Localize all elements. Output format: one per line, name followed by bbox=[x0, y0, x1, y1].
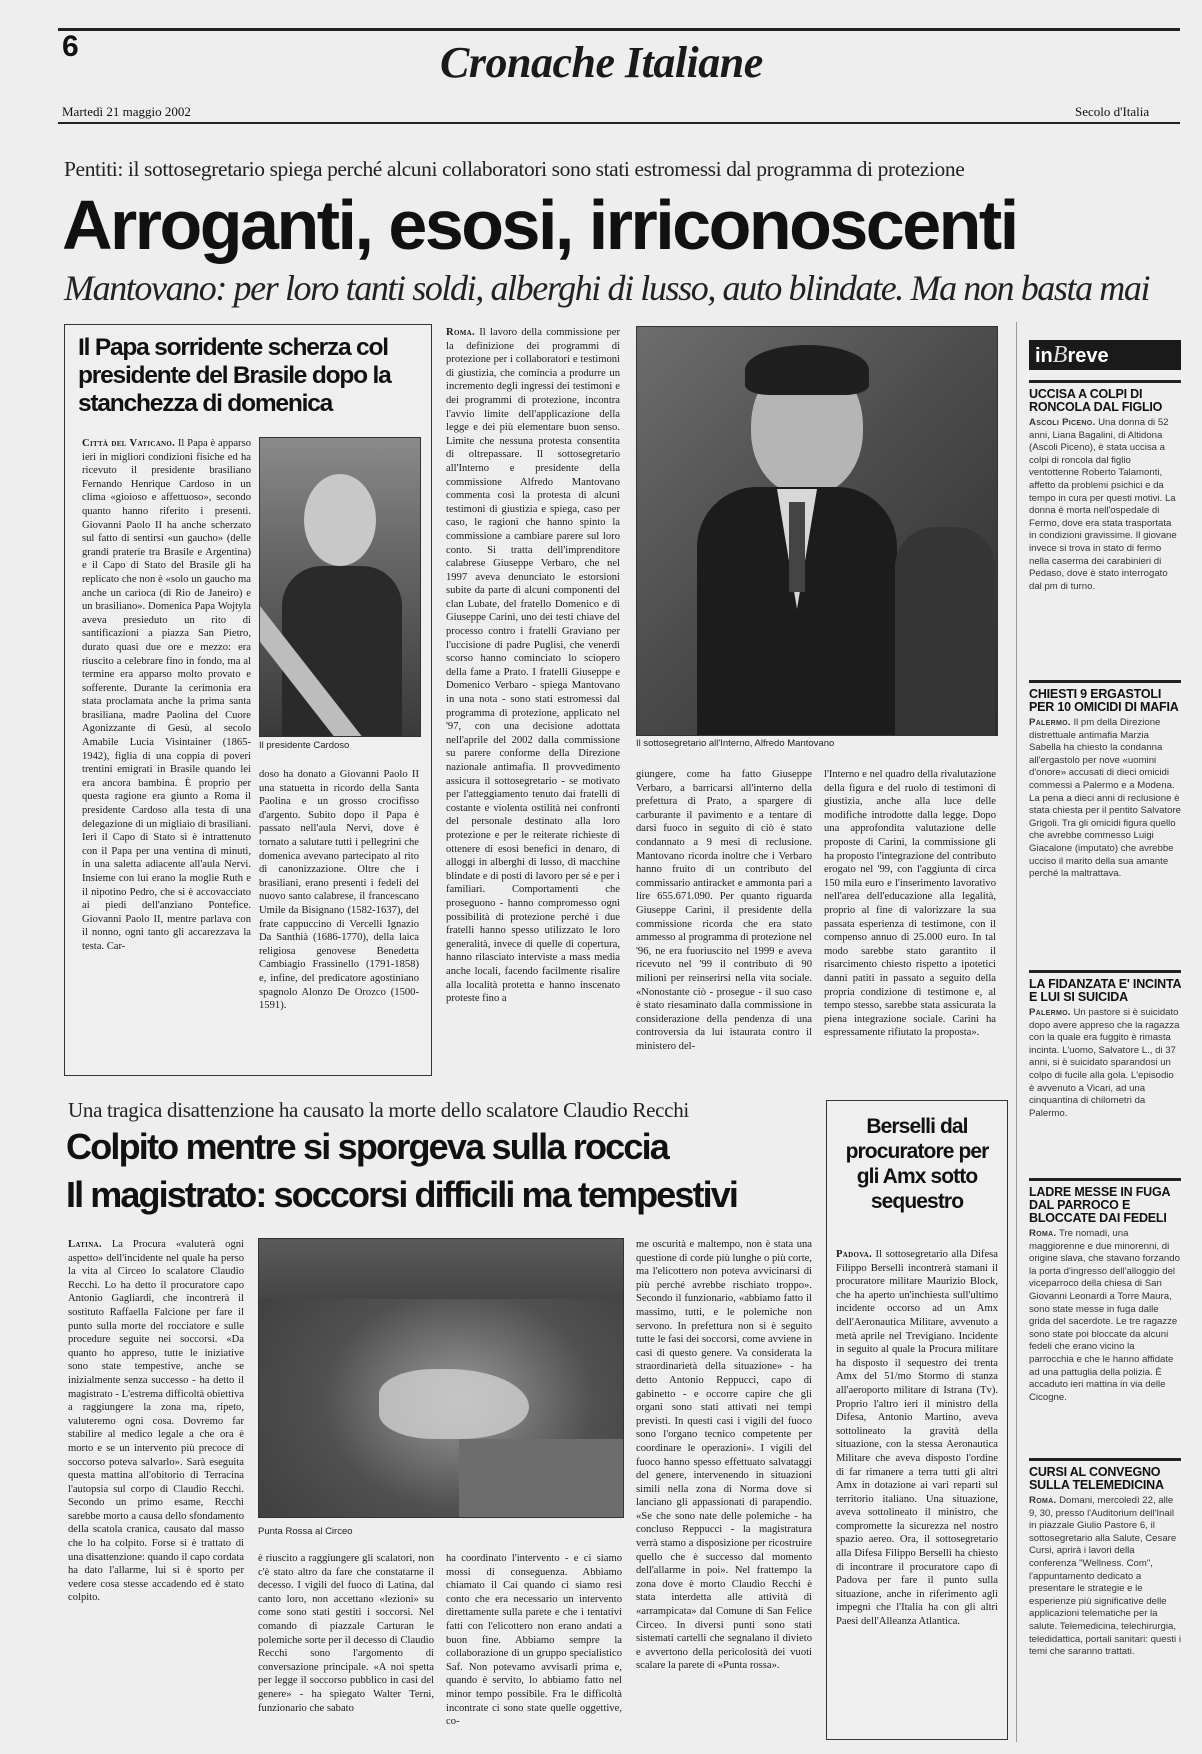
main-text-2: giungere, come ha fatto Giuseppe Verbaro, a barricarsi all'interno della prefettura di Prato, a spargere di carburante il pavimento e a tentare di darsi fuoco in seguito di ciò è stato condannato a 9 mesi di reclusione. Mantovano ricorda inoltre che i Verbaro hanno fruito di un contributo del commissario antiracket e ammonta pari a lire 655.671.090. Per quanto riguarda Giuseppe Carini, il presidente della commissione ricorda che era stato ammesso al programma di protezione nel '96, ne era fuoriuscito nel 1999 e aveva ricevuto nel '99 il contributo di 90 milioni per reinserirsi nella vita sociale. «Nonostante ciò - prosegue - il suo caso è stato riesaminato dalla commissione in considerazione della pendenza di una controversia da lui istaurata contro il ministero del- bbox=[636, 769, 812, 1052]
mantovano-photo bbox=[636, 326, 998, 736]
main-column-1 bbox=[446, 326, 620, 1054]
brief-headline: LA FIDANZATA E' INCINTA E LUI SI SUICIDA bbox=[1029, 978, 1181, 1004]
in-breve-in: in bbox=[1035, 345, 1053, 367]
main-dateline: Roma. bbox=[446, 327, 475, 338]
cliff-rocks bbox=[379, 1369, 529, 1439]
cliff-vegetation bbox=[259, 1239, 623, 1299]
recchi-dateline: Latina. bbox=[68, 1239, 102, 1250]
main-kicker: Pentiti: il sottosegretario spiega perché alcuni collaboratori sono stati estromessi dal programma di protezione bbox=[64, 157, 965, 181]
brief-separator-1 bbox=[1029, 380, 1181, 383]
page-number: 6 bbox=[62, 30, 79, 63]
cardoso-face bbox=[304, 474, 376, 566]
section-title: Cronache Italiane bbox=[440, 38, 763, 87]
brief-separator-2 bbox=[1029, 680, 1181, 683]
brief-headline: UCCISA A COLPI DI RONCOLA DAL FIGLIO bbox=[1029, 388, 1163, 414]
papa-headline: Il Papa sorridente scherza col presidente del Brasile dopo la stanchezza di domenica bbox=[78, 334, 391, 417]
top-rule bbox=[58, 28, 1180, 31]
recchi-headline-1: Colpito mentre si sporgeva sulla roccia bbox=[66, 1126, 669, 1167]
brief-headline: CHIESTI 9 ERGASTOLI PER 10 OMICIDI DI MAFIA bbox=[1029, 688, 1179, 714]
brief-text: Una donna di 52 anni, Liana Bagalini, di Altidona (Ascoli Piceno), è stata uccisa a colpi di roncola dal figlio ventottenne Roberto Talamonti, affetto da problemi psichici e da tempo in cura per questi motivi. La donna è morta nell'ospedale di Fermo, dove era stata trasportata in condizioni gravissime. Il giovane invece si trova in stato di fermo nella caserma dei carabinieri di Pedaso, dove è stato interrogato dal pm di turno. bbox=[1029, 417, 1177, 592]
cliff-caption: Punta Rossa al Circeo bbox=[258, 1526, 353, 1537]
brief-headline: CURSI AL CONVEGNO SULLA TELEMEDICINA bbox=[1029, 1466, 1164, 1492]
brief-dateline: Roma. bbox=[1029, 1495, 1057, 1506]
brief-separator-5 bbox=[1029, 1458, 1181, 1461]
main-text-1: Il lavoro della commissione per la definizione dei programmi di protezione per i collaboratori e testimoni di giustizia, che comincia a produrre un incremento degli ingressi dei testimoni e dei programmi di protezione, incontra l'avvio limite dell'applicazione della legge e dei più elementare buon senso. Limite che nessuna protesta consentita di oltrepassare. Il sottosegretario all'Interno e presidente della commissione Alfredo Mantovano commenta così la protesta di alcuni testimoni di giustizia e spiega, caso per caso, le ragioni che hanno spinto la commissione a cambiare parere sul loro conto. Si tratta dell'imprenditore calabrese Giuseppe Verbaro, che nel 1997 aveva denunciato le estorsioni subite da parte di alcuni componenti del clan Lubate, del fratello Domenico e di Giuseppe Carini, uno dei testi chiave del processo contro i fratelli Graviano per l'uccisione di padre Puglisi, che venerdì scorso hanno cominciato lo sciopero della fame a Prato. I fratelli Giuseppe e Domenico Verbaro - spiega Mantovano in una nota - sono stati estromessi dal programma di protezione, applicato nel '97, con una decisione adottata nell'aprile del 2002 dalla commissione su parere conforme della Direzione nazionale antimafia. Il provvedimento assicura il sottosegretario - se motivato per l'atteggiamento tenuto dai fratelli di costante e violenta ostilità nei confronti del personale destinato alla loro protezione e per le reiterate richieste di ottenere di esosi benefici in denaro, di alloggi in alberghi di lusso, di macchine blindate e di posti di lavoro per sé e per i familiari. Comportamenti che proseguono - hanno compromesso ogni possibilità di protezione perché i due fratelli hanno spesso utilizzato le loro generalità, invece di quelle di copertura, hanno rilasciato interviste a mass media anche locali, facendo facilmente risalire alla località protetta e hanno inscenato proteste fino a bbox=[446, 327, 620, 1005]
papa-column-2 bbox=[259, 768, 419, 1058]
brief-dateline: Palermo. bbox=[1029, 717, 1071, 728]
background-figure bbox=[895, 527, 995, 736]
in-breve-b: B bbox=[1052, 342, 1068, 368]
recchi-headline-2: Il magistrato: soccorsi difficili ma tempestivi bbox=[66, 1174, 737, 1215]
brief-separator-4 bbox=[1029, 1178, 1181, 1181]
brief-text: Un pastore si è suicidato dopo avere appreso che la ragazza con la quale era fuggito è rimasta incinta. L'uomo, Salvatore L., di 37 anni, si è suicidato sparandosi un colpo di fucile alla gola. L'episodio è avvenuto a Vicari, ad una cinquantina di chilometri da Palermo. bbox=[1029, 1007, 1180, 1119]
issue-date: Martedì 21 maggio 2002 bbox=[62, 104, 191, 119]
main-column-3 bbox=[824, 768, 996, 1058]
main-headline: Arroganti, esosi, irriconoscenti bbox=[62, 186, 1017, 264]
recchi-column-2 bbox=[258, 1552, 434, 1734]
papa-text-1: Il Papa è apparso ieri in migliori condizioni fisiche ed ha ricevuto il presidente brasiliano Fernando Henrique Cardoso in un clima «gioioso e affettuoso», secondo quanto hanno riferito i presenti. Giovanni Paolo II ha anche scherzato sul fatto di sentirsi «un gaucho» (delle grandi praterie tra Brasile e Argentina) e il Capo di Stato del Brasile gli ha replicato che non è «solo un gaucho ma anche un carioca (di Rio de Janeiro) e un brasiliano». Domenica Papa Wojtyla aveva presieduto un rito di santificazioni a piazza San Pietro, durato quasi due ore e mezzo: era riuscito a celebrare fino in fondo, ma al termine era apparso molto provato e sofferente. Durante la cerimonia era stata proclamata anche la prima santa brasiliana, madre Paolina del Cuore Agonizzante di Gesù, al secolo Amabile Lucia Visintainer (1865-1942), figlia di una coppia di poveri trentini emigrati in Brasile quando lei era ancora bambina. È proprio per questa ragione era giunto a Roma il presidente Cardoso alla testa di una delegazione di un migliaio di brasiliani. Ieri il Capo di Stato si è intrattenuto con il Papa per una ventina di minuti, in una saletta adiacente all'aula Nervi. Insieme con lui erano la moglie Ruth e il nipotino Pedro, che si è accovacciato ai piedi dell'anziano Pontefice. Giovanni Paolo II, mentre parlava con il nonno, ogni tanto gli accarezzava la testa. Car- bbox=[82, 438, 251, 952]
berselli-dateline: Padova. bbox=[836, 1249, 872, 1260]
brief-text: Il pm della Direzione distrettuale antimafia Marzia Sabella ha chiesto la condanna all'ergastolo per nove «uomini d'onore» accusati di dieci omicidi commessi a Palermo e a Modena. La pena a dieci anni di reclusione è stata chiesta per il pentito Salvatore Grigoli. Tra gli omicidi figura quello che avrebbe commesso Luigi Giacalone (imputato) che avrebbe ucciso il marito della sua amante perché la maltrattava. bbox=[1029, 717, 1181, 880]
brief-separator-3 bbox=[1029, 970, 1181, 973]
recchi-column-4 bbox=[636, 1238, 812, 1734]
brief-dateline: Palermo. bbox=[1029, 1007, 1071, 1018]
berselli-column bbox=[836, 1248, 998, 1728]
cliff-photo bbox=[258, 1238, 624, 1518]
brief-text: Tre nomadi, una maggiorenne e due minorenni, di origine slava, che stavano forzando la porta d'ingresso dell'alloggio del viceparroco della chiesa di San Giovanni Leonardi a Torre Maura, sono state messe in fuga dalle grida del sacerdote. Le tre ragazze sono state poi bloccate da alcuni fedeli che erano vicino la parrocchia e che le hanno affidate ad una pattuglia della polizia. È accaduto ieri mattina in via delle Cicogne. bbox=[1029, 1228, 1180, 1403]
recchi-column-3 bbox=[446, 1552, 622, 1734]
brief-item bbox=[1029, 978, 1181, 1178]
recchi-text-1: La Procura «valuterà ogni aspetto» dell'incidente nel quale ha perso la vita al Circeo lo scalatore Claudio Recchi. Lo ha detto il procuratore capo Antonio Gagliardi, che incontrerà il sostituto Raffaella Falcione per fare il punto sulla morte del rocciatore e sulle procedure seguite nei soccorsi. «Da quanto ho appreso, tutte le iniziative sono state tempestive, anche se inizialmente senza successo - ha detto il magistrato - L'estrema difficoltà obiettiva a raggiungere la zona ma, ripeto, valuteremo ogni cosa. Dovremo far stabilire al medico legale a che ora è morto e se un intervento più precoce di soccorso poteva salvarlo». Sarà eseguita questa mattina all'obitorio di Terracina l'autopsia sul corpo di Claudio Recchi. Secondo un primo esame, Recchi sarebbe morto a causa dello sfondamento della scatola cranica, causato dal masso che lo ha colpito. Forse si è trattato di una disattenzione: quando il capo cordata ha dato l'allarme, lui si è sporto per vedere cosa stesse accadendo ed è stato colpito. bbox=[68, 1239, 244, 1604]
brief-item bbox=[1029, 1466, 1181, 1740]
header-rule bbox=[58, 122, 1180, 124]
recchi-text-4: me oscurità e maltempo, non è stata una questione di corde più lunghe o più corte, ma l'elicottero non poteva avvicinarsi di più perché avrebbe rischiato troppo». Secondo il funzionario, «abbiamo fatto il massimo, tutti, e le polemiche non servono. In prefettura non si è seguito tutte le fasi dei soccorsi, come avviene in casi di questo genere. Va considerata la straordinarietà della situazione» - ha detto Antonio Reppucci, capo di gabinetto - e occorre capire che gli organi sono stati attivati nei tempi previsti. In questi casi i vigili del fuoco sono l'organo tecnico competente per coordinare le operazioni». I vigili del fuoco hanno spesso effettuato salvataggi del genere, intervenendo in situazioni simili nella zona di Norma dove si lanciano gli appassionati di parapendio. «Se che sono nate delle polemiche - ha concluso Reppucci - la magistratura verrà stamo a disposizione per ricostruire quello che è successo dal momento dell'allarme in poi». Nel frattempo la zona dove è morto Claudio Recchi è stata interdetta alle attività di «arrampicata» dal Comune di San Felice Circeo. In diversi punti sono stati sistemati cartelli che segnalano il divieto e avvertono della pericolosità dei vuoti scalare la parete di «Punta rossa». bbox=[636, 1239, 812, 1672]
cardoso-photo bbox=[259, 437, 421, 737]
brief-item bbox=[1029, 688, 1181, 970]
papa-column-1 bbox=[82, 437, 251, 1052]
main-column-2 bbox=[636, 768, 812, 1058]
newspaper-name: Secolo d'Italia bbox=[1075, 104, 1150, 119]
papa-text-2: doso ha donato a Giovanni Paolo II una statuetta in ricordo della Santa Paolina e un grosso crocifisso d'argento. Subito dopo il Papa è passato nell'aula Nervi, dove è tornato a salutare tutti i pellegrini che domenica avevano partecipato al rito di canonizzazione. Oltre che i brasiliani, erano presenti i fedeli del nuovo santo calabrese, il francescano Umile da Bisignano (1582-1637), del frate cappuccino di Vercelli Ignazio Da Santhià (1686-1770), della laica religiosa genovese Benedetta Cambiagio Frassinello (1791-1858) e, infine, del predicatore agostiniano spagnolo Alonzo De Orozco (1500-1591). bbox=[259, 769, 419, 1012]
main-subheadline: Mantovano: per loro tanti soldi, alberghi di lusso, auto blindate. Ma non basta mai bbox=[64, 268, 1150, 308]
recchi-column-1 bbox=[68, 1238, 244, 1734]
mantovano-tie bbox=[789, 502, 805, 592]
sidebar-divider bbox=[1016, 322, 1017, 1742]
berselli-headline: Berselli dal procuratore per gli Amx sotto sequestro bbox=[845, 1115, 989, 1213]
brief-dateline: Roma. bbox=[1029, 1228, 1057, 1239]
brief-item bbox=[1029, 388, 1181, 688]
mantovano-hair bbox=[745, 345, 869, 395]
brief-text: Domani, mercoledì 22, alle 9, 30, presso l'Auditorium dell'Inail in piazzale Giulio Pastore 6, il sottosegretario alla Salute, Cesare Cursi, aprirà i lavori della conferenza "Wellness. Com", l'appuntamento dedicato a presentare le strategie e le esperienze più significative delle applicazioni telematiche per la salute. Telemedicina, telechirurgia, teledidattica, portali sanitari: questi i temi che saranno trattati. bbox=[1029, 1495, 1181, 1658]
main-text-3: l'Interno e nel quadro della rivalutazione della figura e del ruolo di testimoni di giustizia, anche alla luce delle modifiche introdotte dalla legge. Dopo una approfondita valutazione delle proposte di Carini, la commissione gli ha proposto l'integrazione del contributo erogato nel '99, con l'aggiunta di circa 150 mila euro e l'inserimento lavorativo nell'area dell'educazione alla legalità, proprio al fine di valorizzare la sua passata esperienza di testimone, con il compenso annuo di 25.000 euro. In tal modo sarebbe stato garantito il risarcimento chiesto rispetto a ipotetici danni patiti in passato a seguito della propria condizione di testimone e, al tempo stesso, sarebbe stata assicurata la piena integrazione sociale. Carini ha espressamente rifiutato la proposta». bbox=[824, 769, 996, 1039]
cardoso-caption: Il presidente Cardoso bbox=[259, 740, 350, 751]
recchi-text-2: è riuscito a raggiungere gli scalatori, non c'è stato altro da fare che constatarne il decesso. I vigili del fuoco di Latina, dal canto loro, non accettano «lezioni» su come sono stati gestiti i soccorsi. Nel comando di piazzale Carturan le polemiche sorte per il decesso di Claudio Recchi sono l'argomento di conversazione principale. «A noi spetta per legge il soccorso pubblico in casi del genere» - ha spiegato Walter Terni, funzionario che sabato bbox=[258, 1553, 434, 1714]
papa-dateline: Città del Vaticano. bbox=[82, 438, 176, 449]
brief-dateline: Ascoli Piceno. bbox=[1029, 417, 1096, 428]
recchi-text-3: ha coordinato l'intervento - e ci siamo mossi di conseguenza. Abbiamo chiamato il Cai quando ci siamo resi conto che era necessario un intervento direttamente sulla parete e che i tentativi fatti con l'elicottero non erano andati a buon fine. Abbiamo sempre la collaborazione di un gruppo specialistico Saf. Non potevamo avvisarli prima e, quando è servito, lo abbiamo fatto nel minor tempo possibile. Fra le difficoltà incontrate ci sono state quelle oggettive, co- bbox=[446, 1553, 622, 1728]
in-breve-rest: reve bbox=[1067, 345, 1109, 367]
in-breve-label bbox=[1029, 340, 1181, 370]
mantovano-caption: Il sottosegretario all'Interno, Alfredo Mantovano bbox=[636, 738, 835, 749]
berselli-text: Il sottosegretario alla Difesa Filippo Berselli incontrerà stamani il procuratore militare Maurizio Block, che ha aperto un'inchiesta sull'ultimo incidente occorso ad un Amx dell'Aeronautica Militare, avvenuto a metà aprile nel Trevigiano. Incidente in seguito al quale la Procura militare ha disposto il sequestro dei trenta Amx del 51/mo Stormo di stanza all'aeroporto militare di Istrana (Tv). Proprio l'altro ieri il ministro della Difesa, Antonio Martino, aveva sottolineato la gravità della situazione, con la stessa Aeronautica Militare che aveva disposto l'ordine di far rimanere a terra tutti gli altri Amx in dotazione ai vari reparti sul territorio italiano. Una situazione, aveva sottolineato il ministro, che compromette la sicurezza nel nostro spazio aereo. Ora, il sottosegretario alla Difesa Filippo Berselli ha chiesto di incontrare il procuratore capo di Padova per fare il punto sulla situazione, anche in riferimento agli impegni che l'Italia ha con gli altri Paesi dell'Alleanza Atlantica. bbox=[836, 1249, 998, 1628]
brief-item bbox=[1029, 1186, 1181, 1452]
recchi-kicker: Una tragica disattenzione ha causato la morte dello scalatore Claudio Recchi bbox=[68, 1098, 689, 1122]
brief-headline: LADRE MESSE IN FUGA DAL PARROCO E BLOCCATE DAI FEDELI bbox=[1029, 1186, 1170, 1225]
sea-area bbox=[459, 1439, 623, 1517]
